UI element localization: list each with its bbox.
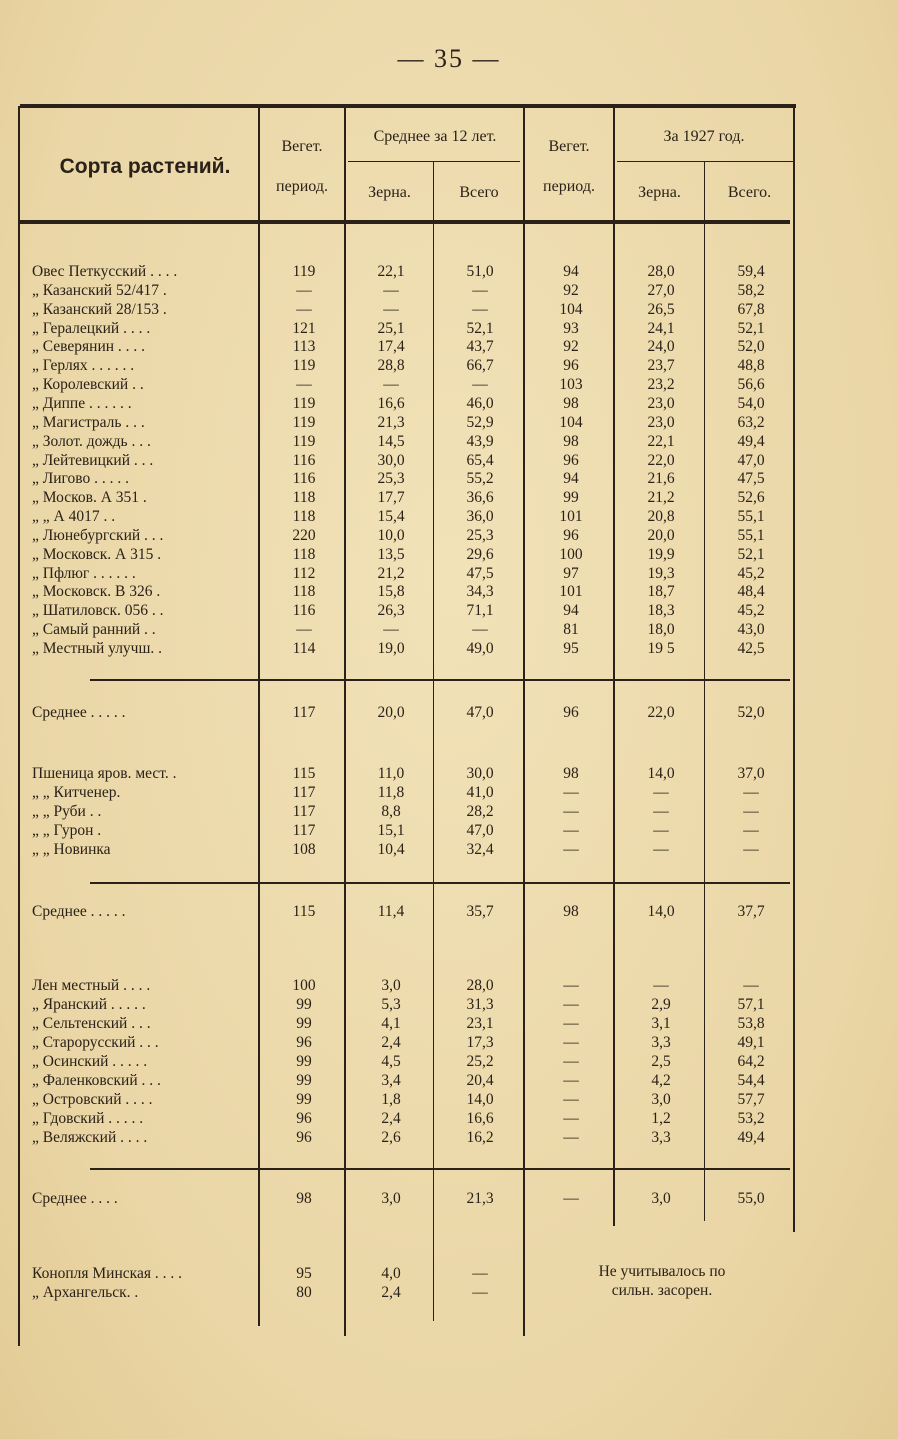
wheat-row-col-3: 47,0 <box>466 822 494 839</box>
flax-row-col-6: 57,7 <box>737 1091 765 1108</box>
oats-row-col-6: 67,8 <box>737 300 765 318</box>
oats-row-col-3: 52,9 <box>466 413 494 431</box>
oats-row-col-3: 55,2 <box>466 470 494 488</box>
oats-row-col-1: 116 <box>292 451 316 469</box>
oats-row-col-2: 13,5 <box>377 545 405 563</box>
flax-row-col-4: — <box>563 1053 579 1070</box>
wheat-avg-row-col-6: 37,7 <box>737 903 765 920</box>
flax-row-col-3: 28,0 <box>466 977 494 994</box>
oats-row-col-6: 59,4 <box>737 263 765 280</box>
oats-row-col-2: 17,4 <box>377 338 405 356</box>
oats-row-col-1: 118 <box>292 583 316 601</box>
oats-row-col-6: 55,1 <box>737 526 765 544</box>
wheat-row-col-6: 37,0 <box>737 765 765 782</box>
flax-row-col-4: — <box>563 1015 579 1032</box>
hemp-row-col-3: — <box>472 1265 488 1282</box>
flax-row-col-6: 53,8 <box>737 1015 765 1032</box>
oats-avg-rule <box>90 679 790 681</box>
oats-avg-row-col-2: 20,0 <box>377 704 405 721</box>
flax-row-name: „ Яранский . . . . . <box>32 996 146 1013</box>
wheat-avg-row-col-5: 14,0 <box>647 903 675 920</box>
flax-row-col-6: 49,4 <box>737 1129 765 1146</box>
header-avg12-total: Всего <box>459 184 499 201</box>
oats-row-col-6: 42,5 <box>737 640 765 657</box>
header-1927-grain: Зерна. <box>638 184 681 201</box>
flax-row-name: Лен местный . . . . <box>32 977 151 994</box>
oats-row-col-4: 101 <box>559 583 583 601</box>
flax-row-col-1: 99 <box>296 1091 312 1108</box>
hemp-row-col-1: 80 <box>296 1284 312 1301</box>
wheat-row-col-2: 11,0 <box>377 765 405 782</box>
flax-row-col-3: 16,2 <box>466 1129 494 1146</box>
oats-row-col-6: 63,2 <box>737 413 765 431</box>
wheat-row-col-3: 28,2 <box>466 803 494 820</box>
header-avg12-grain: Зерна. <box>368 184 411 201</box>
flax-row-col-5: — <box>653 977 669 994</box>
oats-row-col-3: 36,0 <box>466 508 494 526</box>
oats-row-col-5: 18,0 <box>647 621 675 639</box>
flax-row-col-4: — <box>563 1072 579 1089</box>
wheat-avg-rule <box>90 882 790 884</box>
oats-row-name: „ Казанский 28/153 . <box>32 300 167 318</box>
oats-row-col-5: 27,0 <box>647 281 675 299</box>
flax-row-name: „ Осинский . . . . . <box>32 1053 148 1070</box>
oats-row-col-5: 19 5 <box>647 640 675 657</box>
wheat-row-col-6: — <box>743 841 759 858</box>
oats-row-col-5: 19,3 <box>647 564 675 582</box>
oats-row-col-5: 24,0 <box>647 338 675 356</box>
oats-row-col-5: 23,0 <box>647 394 675 412</box>
oats-row-col-2: 30,0 <box>377 451 405 469</box>
oats-row-col-6: 43,0 <box>737 621 765 639</box>
flax-row-col-3: 16,6 <box>466 1110 494 1127</box>
oats-row-col-6: 45,2 <box>737 564 765 582</box>
oats-row-name: „ Гералецкий . . . . <box>32 319 151 337</box>
oats-row-col-5: 26,5 <box>647 300 675 318</box>
oats-row-col-4: 93 <box>563 319 579 337</box>
oats-row-col-6: 48,4 <box>737 583 765 601</box>
oats-row-name: „ „ А 4017 . . <box>32 508 116 526</box>
oats-row-col-1: — <box>296 621 312 639</box>
flax-avg-row-col-1: 98 <box>296 1190 312 1207</box>
table-left-border <box>18 106 20 1346</box>
flax-row-col-2: 3,0 <box>381 977 401 994</box>
flax-row-col-2: 4,1 <box>381 1015 401 1032</box>
header-bottom-rule <box>20 220 790 224</box>
oats-row-col-1: — <box>296 300 312 318</box>
oats-row-col-5: 19,9 <box>647 545 675 563</box>
oats-avg-row-col-3: 47,0 <box>466 704 494 721</box>
wheat-row-col-2: 10,4 <box>377 841 405 858</box>
oats-row-col-5: 23,0 <box>647 413 675 431</box>
header-veg1-line1: Вегет. <box>281 138 323 155</box>
oats-row-col-2: 10,0 <box>377 526 405 544</box>
oats-row-col-6: 55,1 <box>737 508 765 526</box>
flax-row-col-5: 2,9 <box>651 996 671 1013</box>
hemp-row-col-1: 95 <box>296 1265 312 1282</box>
oats-row-col-1: 119 <box>292 394 316 412</box>
wheat-row-col-1: 117 <box>292 784 316 801</box>
page-number: — 35 — <box>397 44 501 73</box>
oats-row-col-6: 49,4 <box>737 432 765 450</box>
oats-row-col-5: 22,1 <box>647 432 675 450</box>
oats-row-col-3: 52,1 <box>466 319 494 337</box>
oats-row-col-1: 119 <box>292 357 316 375</box>
flax-row-col-1: 96 <box>296 1034 312 1051</box>
oats-row-col-1: — <box>296 281 312 299</box>
flax-row-col-1: 96 <box>296 1110 312 1127</box>
oats-row-col-3: — <box>472 621 488 639</box>
oats-row-col-6: 47,0 <box>737 451 765 469</box>
oats-row-col-2: 15,8 <box>377 583 405 601</box>
wheat-row-name: „ „ Гурон . <box>32 822 102 839</box>
oats-row-col-2: 26,3 <box>377 602 405 620</box>
oats-row-col-4: 100 <box>559 545 583 563</box>
oats-row-col-4: 96 <box>563 451 579 469</box>
flax-avg-row-col-5: 3,0 <box>651 1190 671 1207</box>
oats-row-name: „ Лигово . . . . . <box>32 470 129 488</box>
wheat-row-col-6: — <box>743 803 759 820</box>
header-veg1-line2: период. <box>276 178 328 195</box>
flax-row-col-5: 4,2 <box>651 1072 671 1089</box>
oats-avg-row-col-5: 22,0 <box>647 704 675 721</box>
oats-row-col-3: 36,6 <box>466 489 494 507</box>
oats-row-col-2: — <box>383 300 399 318</box>
oats-row-col-3: 65,4 <box>466 451 494 469</box>
oats-row-col-3: — <box>472 300 488 318</box>
wheat-row-col-3: 30,0 <box>466 765 494 782</box>
flax-row-col-1: 100 <box>292 977 316 994</box>
flax-row-col-3: 14,0 <box>466 1091 494 1108</box>
oats-row-col-6: 58,2 <box>737 281 765 299</box>
oats-avg-row-col-4: 96 <box>563 704 579 721</box>
wheat-row-col-5: — <box>653 784 669 801</box>
oats-row-col-4: 98 <box>563 394 579 412</box>
flax-row-col-1: 99 <box>296 996 312 1013</box>
oats-row-col-5: 22,0 <box>647 451 675 469</box>
oats-row-col-1: 119 <box>292 432 316 450</box>
oats-row-col-4: 104 <box>559 413 583 431</box>
oats-row-col-4: 103 <box>559 376 583 394</box>
oats-row-col-1: 113 <box>292 338 316 356</box>
oats-row-col-5: 28,0 <box>647 263 675 280</box>
hemp-row-col-2: 2,4 <box>381 1284 401 1301</box>
flax-row-col-6: 64,2 <box>737 1053 765 1070</box>
flax-row-col-6: 57,1 <box>737 996 765 1013</box>
flax-row-col-2: 1,8 <box>381 1091 401 1108</box>
oats-row-col-6: 56,6 <box>737 376 765 394</box>
flax-row-col-3: 20,4 <box>466 1072 494 1089</box>
oats-row-col-4: 97 <box>563 564 579 582</box>
oats-row-col-3: 46,0 <box>466 394 494 412</box>
oats-row-col-2: — <box>383 621 399 639</box>
oats-row-name: „ Казанский 52/417 . <box>32 281 167 299</box>
oats-row-col-1: 112 <box>292 564 316 582</box>
oats-row-col-2: 16,6 <box>377 394 405 412</box>
oats-row-col-3: 29,6 <box>466 545 494 563</box>
wheat-avg-row-col-4: 98 <box>563 903 579 920</box>
oats-row-col-1: 119 <box>292 413 316 431</box>
oats-row-col-4: 92 <box>563 281 579 299</box>
oats-row-name: „ Пфлюг . . . . . . <box>32 564 136 582</box>
oats-row-col-1: — <box>296 376 312 394</box>
oats-row-col-3: — <box>472 281 488 299</box>
oats-row-col-6: 52,1 <box>737 545 765 563</box>
oats-row-name: „ Северянин . . . . <box>32 338 146 356</box>
flax-row-name: „ Веляжский . . . . <box>32 1129 148 1146</box>
oats-row-col-3: 66,7 <box>466 357 494 375</box>
oats-row-col-3: — <box>472 376 488 394</box>
flax-row-name: „ Островский . . . . <box>32 1091 153 1108</box>
oats-row-col-6: 52,6 <box>737 489 765 507</box>
flax-row-col-4: — <box>563 1129 579 1146</box>
hemp-note-line2: сильн. засорен. <box>611 1282 713 1299</box>
oats-row-col-3: 51,0 <box>466 263 494 280</box>
oats-row-col-1: 119 <box>292 263 316 280</box>
flax-row-col-2: 2,6 <box>381 1129 401 1146</box>
wheat-row-col-2: 11,8 <box>377 784 405 801</box>
oats-row-col-5: 23,2 <box>647 376 675 394</box>
flax-row-col-6: — <box>743 977 759 994</box>
oats-row-col-3: 25,3 <box>466 526 494 544</box>
oats-row-col-6: 47,5 <box>737 470 765 488</box>
flax-row-col-4: — <box>563 996 579 1013</box>
wheat-row-col-1: 117 <box>292 803 316 820</box>
table-top-rule <box>20 104 796 108</box>
wheat-row-col-2: 15,1 <box>377 822 405 839</box>
oats-row-col-5: 18,7 <box>647 583 675 601</box>
oats-row-col-2: — <box>383 376 399 394</box>
header-avg12: Среднее за 12 лет. <box>373 128 497 145</box>
wheat-row-name: Пшеница яров. мест. . <box>32 765 177 782</box>
header-1927: За 1927 год. <box>663 128 745 145</box>
oats-row-name: „ Самый ранний . . <box>32 621 156 639</box>
oats-row-col-3: 47,5 <box>466 564 494 582</box>
oats-row-col-5: 24,1 <box>647 319 675 337</box>
wheat-avg-row-name: Среднее . . . . . <box>32 903 126 920</box>
flax-row-col-6: 49,1 <box>737 1034 765 1051</box>
oats-row-col-4: 101 <box>559 508 583 526</box>
flax-row-name: „ Гдовский . . . . . <box>32 1110 144 1127</box>
wheat-row-col-4: — <box>563 803 579 820</box>
wheat-avg-row-col-3: 35,7 <box>466 903 494 920</box>
flax-row-col-5: 3,0 <box>651 1091 671 1108</box>
flax-row-col-3: 31,3 <box>466 996 494 1013</box>
wheat-row-col-1: 115 <box>292 765 316 782</box>
wheat-row-col-4: 98 <box>563 765 579 782</box>
flax-row-col-5: 3,3 <box>651 1034 671 1051</box>
oats-row-col-1: 118 <box>292 508 316 526</box>
oats-row-col-2: 22,1 <box>377 263 405 280</box>
oats-row-col-6: 52,0 <box>737 338 765 356</box>
oats-row-col-4: 92 <box>563 338 579 356</box>
oats-row-col-4: 96 <box>563 526 579 544</box>
oats-row-col-1: 118 <box>292 489 316 507</box>
oats-row-col-4: 99 <box>563 489 579 507</box>
flax-row-col-5: 3,1 <box>651 1015 671 1032</box>
flax-row-name: „ Старорусский . . . <box>32 1034 159 1051</box>
oats-row-col-2: 25,3 <box>377 470 405 488</box>
oats-row-name: „ Шатиловск. 056 . . <box>32 602 164 620</box>
flax-row-col-5: 3,3 <box>651 1129 671 1146</box>
wheat-row-col-4: — <box>563 784 579 801</box>
hemp-row-col-2: 4,0 <box>381 1265 401 1282</box>
oats-row-name: „ Диппе . . . . . . <box>32 394 132 412</box>
flax-row-col-3: 25,2 <box>466 1053 494 1070</box>
wheat-row-col-5: — <box>653 841 669 858</box>
oats-row-name: „ Люнебургский . . . <box>32 526 164 544</box>
wheat-row-col-5: 14,0 <box>647 765 675 782</box>
flax-row-col-2: 2,4 <box>381 1110 401 1127</box>
hemp-row-name: „ Архангельск. . <box>32 1284 139 1301</box>
oats-row-col-1: 116 <box>292 470 316 488</box>
flax-avg-row-col-2: 3,0 <box>381 1190 401 1207</box>
oats-row-col-1: 114 <box>292 640 316 657</box>
oats-row-col-1: 220 <box>292 526 316 544</box>
header-veg2-line2: период. <box>543 178 595 195</box>
oats-row-col-2: 17,7 <box>377 489 405 507</box>
oats-row-col-5: 23,7 <box>647 357 675 375</box>
wheat-row-col-4: — <box>563 841 579 858</box>
oats-row-col-4: 95 <box>563 640 579 657</box>
wheat-row-col-3: 32,4 <box>466 841 494 858</box>
oats-row-name: „ Королевский . . <box>32 376 144 394</box>
oats-row-col-2: 28,8 <box>377 357 405 375</box>
flax-row-name: „ Сельтенский . . . <box>32 1015 151 1032</box>
flax-row-col-5: 1,2 <box>651 1110 671 1127</box>
flax-avg-row-col-3: 21,3 <box>466 1190 494 1207</box>
oats-row-col-3: 43,9 <box>466 432 494 450</box>
wheat-row-name: „ „ Китченер. <box>32 784 121 801</box>
oats-row-col-5: 21,6 <box>647 470 675 488</box>
oats-row-name: „ Золот. дождь . . . <box>32 432 151 450</box>
oats-row-col-5: 20,8 <box>647 508 675 526</box>
oats-row-col-4: 96 <box>563 357 579 375</box>
oats-row-col-5: 20,0 <box>647 526 675 544</box>
oats-row-col-2: 25,1 <box>377 319 405 337</box>
flax-row-col-2: 3,4 <box>381 1072 401 1089</box>
flax-row-col-4: — <box>563 1034 579 1051</box>
wheat-row-col-5: — <box>653 803 669 820</box>
flax-row-col-2: 5,3 <box>381 996 401 1013</box>
oats-row-col-1: 118 <box>292 545 316 563</box>
oats-row-col-4: 98 <box>563 432 579 450</box>
wheat-row-name: „ „ Новинка <box>32 841 111 858</box>
oats-avg-row-name: Среднее . . . . . <box>32 704 126 721</box>
oats-row-name: „ Лейтевицкий . . . <box>32 451 154 469</box>
oats-avg-row-col-6: 52,0 <box>737 704 765 721</box>
oats-row-col-1: 121 <box>292 319 316 337</box>
flax-row-col-4: — <box>563 977 579 994</box>
oats-row-col-2: 14,5 <box>377 432 405 450</box>
header-1927-total: Всего. <box>727 184 772 201</box>
wheat-row-col-6: — <box>743 822 759 839</box>
oats-avg-row-col-1: 117 <box>292 704 316 721</box>
flax-row-col-5: 2,5 <box>651 1053 671 1070</box>
flax-row-col-2: 2,4 <box>381 1034 401 1051</box>
oats-row-col-6: 54,0 <box>737 394 765 412</box>
oats-row-name: „ Герлях . . . . . . <box>32 357 135 375</box>
wheat-row-col-2: 8,8 <box>381 803 401 820</box>
wheat-row-col-4: — <box>563 822 579 839</box>
flax-row-col-4: — <box>563 1110 579 1127</box>
wheat-row-col-6: — <box>743 784 759 801</box>
wheat-row-col-5: — <box>653 822 669 839</box>
flax-avg-rule <box>90 1168 790 1170</box>
flax-row-col-6: 54,4 <box>737 1072 765 1089</box>
oats-row-name: „ Магистраль . . . <box>32 413 145 431</box>
flax-avg-row-col-6: 55,0 <box>737 1190 765 1207</box>
flax-row-name: „ Фаленковский . . . <box>32 1072 161 1089</box>
hemp-row-name: Конопля Минская . . . . <box>32 1265 182 1282</box>
oats-row-col-4: 81 <box>563 621 579 639</box>
oats-row-col-2: 15,4 <box>377 508 405 526</box>
wheat-avg-row-col-2: 11,4 <box>377 903 405 920</box>
oats-row-col-3: 49,0 <box>466 640 494 657</box>
oats-row-name: „ Местный улучш. . <box>32 640 163 657</box>
hemp-note-line1: Не учитывалось по <box>598 1263 726 1280</box>
oats-row-name: „ Московск. В 326 . <box>32 583 161 601</box>
wheat-row-col-1: 108 <box>292 841 316 858</box>
wheat-row-col-3: 41,0 <box>466 784 494 801</box>
wheat-avg-row-col-1: 115 <box>292 903 316 920</box>
header-variety: Сорта растений. <box>59 155 231 178</box>
wheat-row-name: „ „ Руби . . <box>32 803 102 820</box>
oats-row-col-2: 21,2 <box>377 564 405 582</box>
oats-row-col-1: 116 <box>292 602 316 620</box>
flax-row-col-3: 23,1 <box>466 1015 494 1032</box>
flax-row-col-1: 99 <box>296 1015 312 1032</box>
oats-row-name: „ Москов. А 351 . <box>32 489 147 507</box>
flax-avg-row-name: Среднее . . . . <box>32 1190 118 1207</box>
hemp-row-col-3: — <box>472 1284 488 1301</box>
oats-row-col-4: 94 <box>563 602 579 620</box>
oats-row-col-4: 94 <box>563 470 579 488</box>
header-veg2-line1: Вегет. <box>548 138 590 155</box>
oats-row-col-4: 104 <box>559 300 583 318</box>
oats-row-col-4: 94 <box>563 263 579 280</box>
flax-row-col-1: 96 <box>296 1129 312 1146</box>
oats-row-col-6: 52,1 <box>737 319 765 337</box>
oats-row-col-6: 45,2 <box>737 602 765 620</box>
oats-row-col-3: 43,7 <box>466 338 494 356</box>
oats-row-col-6: 48,8 <box>737 357 765 375</box>
avg12-sub-rule <box>348 161 520 162</box>
oats-row-col-2: 21,3 <box>377 413 405 431</box>
oats-row-col-2: 19,0 <box>377 640 405 657</box>
y1927-sub-rule <box>617 161 795 162</box>
oats-row-col-5: 18,3 <box>647 602 675 620</box>
flax-row-col-1: 99 <box>296 1053 312 1070</box>
oats-row-col-2: — <box>383 281 399 299</box>
oats-row-name: „ Московск. А 315 . <box>32 545 162 563</box>
oats-row-col-3: 71,1 <box>466 602 494 620</box>
oats-row-col-3: 34,3 <box>466 583 494 601</box>
flax-row-col-6: 53,2 <box>737 1110 765 1127</box>
oats-row-name: Овес Петкусский . . . . <box>32 263 178 280</box>
flax-row-col-3: 17,3 <box>466 1034 494 1051</box>
oats-row-col-5: 21,2 <box>647 489 675 507</box>
wheat-row-col-1: 117 <box>292 822 316 839</box>
flax-row-col-2: 4,5 <box>381 1053 401 1070</box>
flax-row-col-1: 99 <box>296 1072 312 1089</box>
flax-row-col-4: — <box>563 1091 579 1108</box>
flax-avg-row-col-4: — <box>563 1190 579 1207</box>
